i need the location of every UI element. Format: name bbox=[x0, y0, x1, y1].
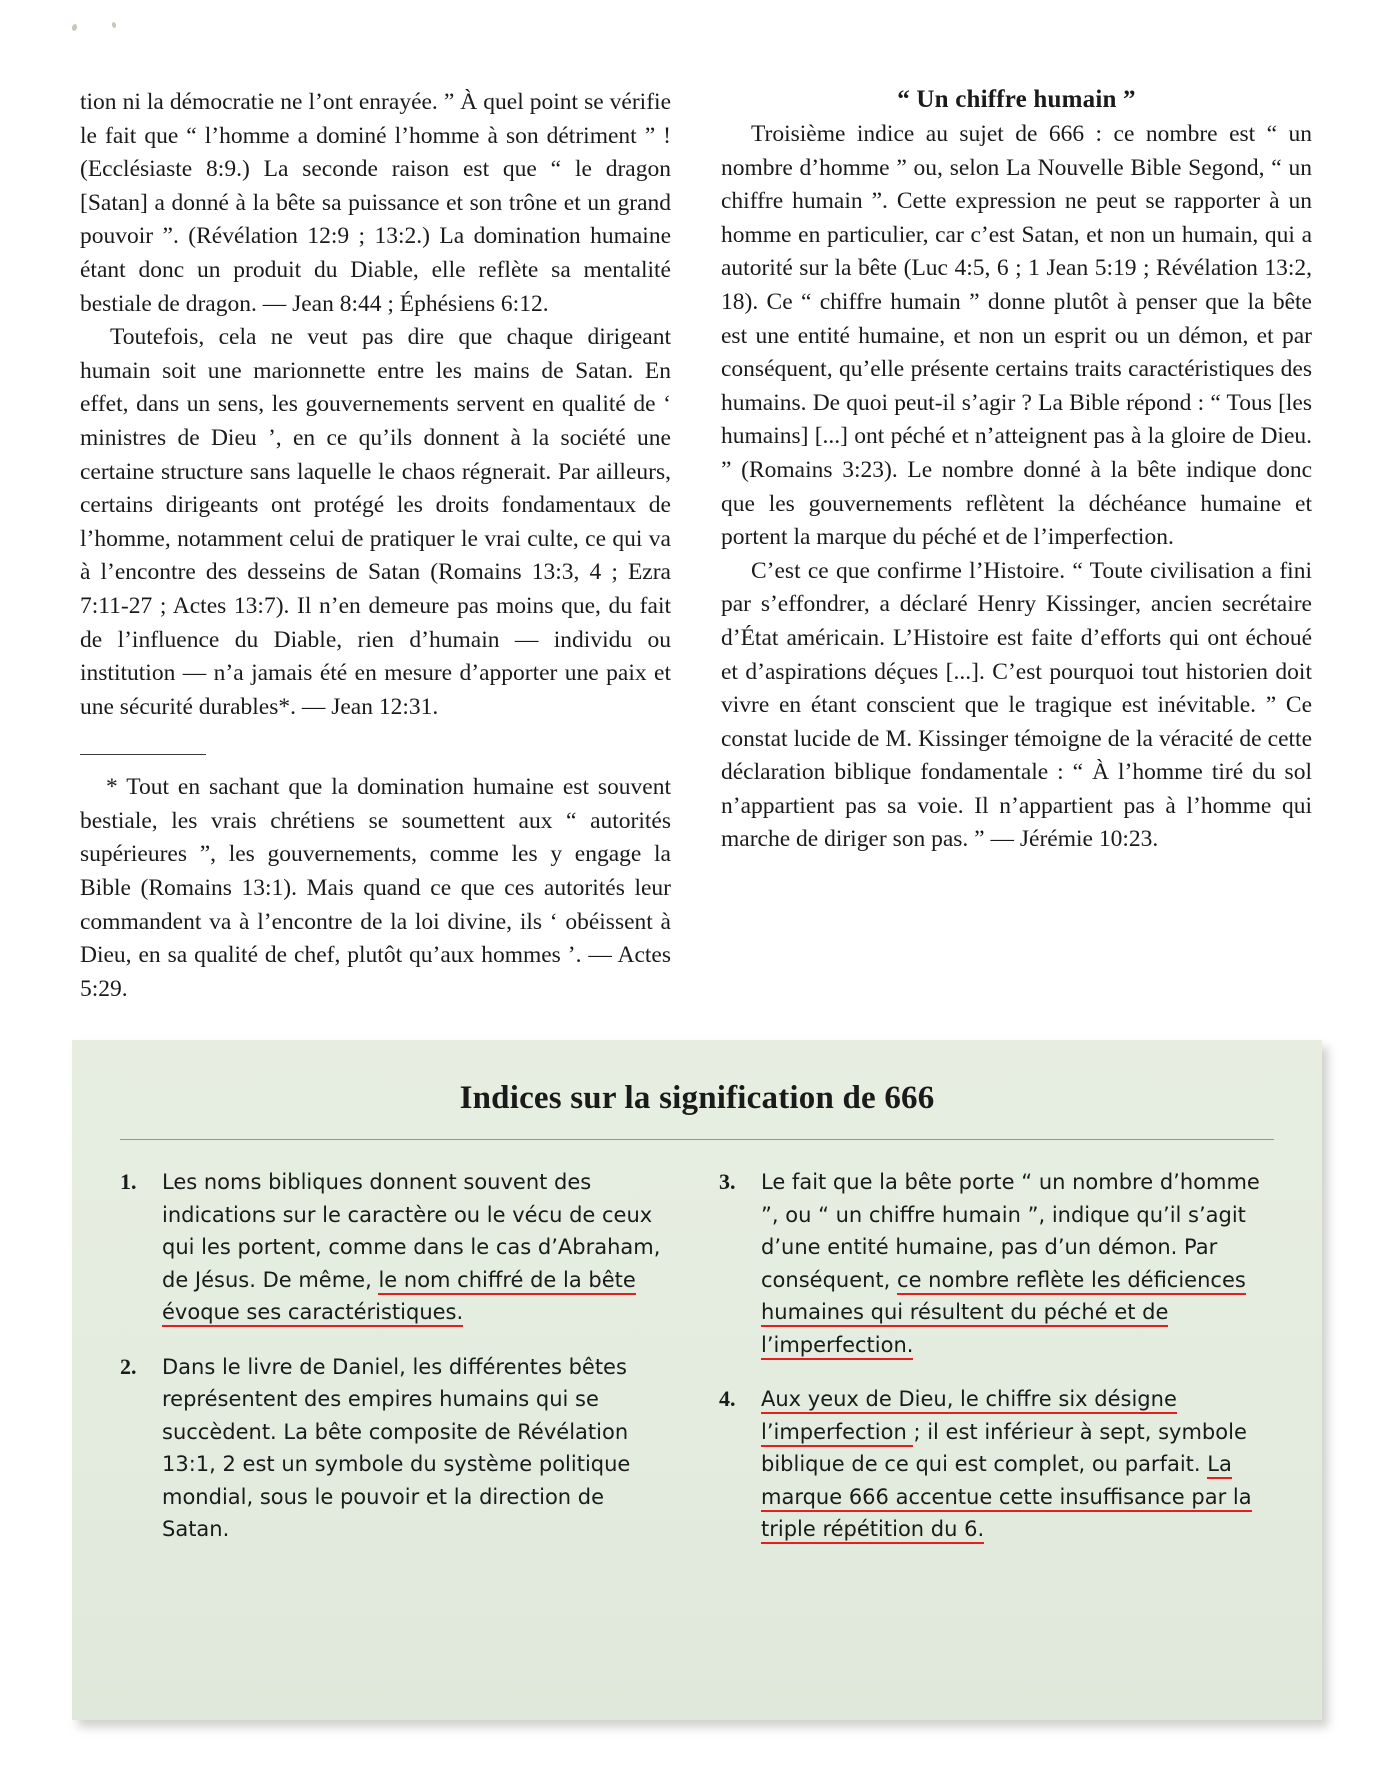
list-item-text-plain: Le fait que la bête porte “ un nombre d’homme ”, ou “ un chiffre humain ”, indique qu’il s’agit d’une entité humaine, pas d’un démon. Par conséquent, bbox=[761, 1170, 1260, 1292]
sidebar-box bbox=[72, 1040, 1322, 1720]
paragraph: Toutefois, cela ne veut pas dire que chaque dirigeant humain soit une marionnette entre les mains de Satan. En effet, dans un sens, les gouvernements servent en qualité de ‘ ministres de Dieu ’, en ce qu’ils donnent à la société une certaine structure sans laquelle le chaos régnerait. Par ailleurs, certains dirigeants ont protégé les droits fondamentaux de l’homme, notamment celui de pratiquer le vrai culte, ce qui va à l’encontre des desseins de Satan (Romains 13:3, 4 ; Ezra 7:11-27 ; Actes 13:7). Il n’en demeure pas moins que, du fait de l’influence du Diable, rien d’humain — individu ou institution — n’a jamais été en mesure d’apporter une paix et une sécurité durables*. — Jean 12:31. bbox=[80, 324, 671, 720]
sidebar-box-right-column bbox=[719, 1166, 1264, 1568]
list-item-text-highlight: Aux yeux de Dieu, le chiffre six désigne l’imperfection bbox=[761, 1387, 1177, 1447]
list-item-text-plain: Les noms bibliques donnent souvent des indications sur le caractère ou le vécu de ceux qui les portent, comme dans le cas d’Abraham, de Jésus. De même, bbox=[162, 1170, 661, 1292]
paragraph: tion ni la démocratie ne l’ont enrayée. ” À quel point se vérifie le fait que “ l’homme a dominé l’homme à son détriment ” ! (Ecclésiaste 8:9.) La seconde raison est que “ le dragon [Satan] a donné à la bête sa puissance et son trône et un grand pouvoir ”. (Révélation 12:9 ; 13:2.) La domination humaine étant donc un produit du Diable, elle reflète sa mentalité bestiale de dragon. — Jean 8:44 ; Éphésiens 6:12. bbox=[80, 89, 671, 317]
list-item-number: 3. bbox=[719, 1169, 736, 1194]
section-subheading: “ Un chiffre humain ” bbox=[897, 86, 1136, 113]
paragraph: Troisième indice au sujet de 666 : ce nombre est “ un nombre d’homme ” ou, selon La Nouvelle Bible Segond, “ un chiffre humain ”. Cette expression ne peut se rapporter à un homme en particulier, car c’est Satan, et non un humain, qui a autorité sur la bête (Luc 4:5, 6 ; 1 Jean 5:19 ; Révélation 13:2, 18). Ce “ chiffre humain ” donne plutôt à penser que la bête est une entité humaine, et non un esprit ou un démon, et par conséquent, qu’elle présente certains traits caractéristiques des humains. De quoi peut-il s’agir ? La Bible répond : “ Tous [les humains] [...] ont péché et n’atteignent pas à la gloire de Dieu. ” (Romains 3:23). Le nombre donné à la bête indique donc que les gouvernements reflètent la déchéance humaine et portent la marque du péché et de l’imperfection. bbox=[721, 121, 1312, 551]
list-item-number: 2. bbox=[120, 1353, 137, 1379]
left-column bbox=[80, 86, 671, 1006]
list-item bbox=[120, 1166, 665, 1329]
list-item-text-highlight: le nom chiffré de la bête évoque ses caractéristiques. bbox=[162, 1268, 636, 1328]
article-body bbox=[80, 86, 1312, 1006]
scan-speck-icon bbox=[111, 22, 116, 29]
list-item-text-highlight: ce nombre reflète les déficiences humaines qui résultent du péché et de l’imperfection. bbox=[761, 1268, 1246, 1360]
list-item-text bbox=[761, 1383, 1264, 1546]
list-item-number: 1. bbox=[120, 1169, 137, 1194]
footnote-text: * Tout en sachant que la domination humaine est souvent bestiale, les vrais chrétiens se soumettent aux “ autorités supérieures ”, les gouvernements, comme les y engage la Bible (Romains 13:1). Mais quand ce que ces autorités leur commandent va à l’encontre de la loi divine, ils ‘ obéissent à Dieu, en sa qualité de chef, plutôt qu’aux hommes ’. — Actes 5:29. bbox=[80, 774, 671, 1002]
list-item bbox=[719, 1166, 1264, 1361]
paragraph: C’est ce que confirme l’Histoire. “ Toute civilisation a fini par s’effondrer, a déclaré Henry Kissinger, ancien secrétaire d’État américain. L’Histoire est faite d’efforts qui ont échoué et d’aspirations déçues [...]. C’est pourquoi tout historien doit vivre en étant conscient que le tragique est inévitable. ” Ce constat lucide de M. Kissinger témoigne de la véracité de cette déclaration biblique fondamentale : “ À l’homme tiré du sol n’appartient pas sa voie. Il n’appartient pas à l’homme qui marche de diriger son pas. ” — Jérémie 10:23. bbox=[721, 557, 1312, 853]
list-item-number: 4. bbox=[719, 1386, 736, 1411]
list-item-text-plain: ; il est inférieur à sept, symbole biblique de ce qui est complet, ou parfait. bbox=[761, 1419, 1247, 1476]
sidebar-box-title: Indices sur la signification de 666 bbox=[459, 1080, 935, 1116]
list-item bbox=[120, 1351, 665, 1546]
list-item-text-highlight-2: La marque 666 accentue cette insuffisance par la triple répétition du 6. bbox=[761, 1452, 1252, 1544]
right-column bbox=[721, 86, 1312, 1006]
list-item-text bbox=[162, 1166, 665, 1329]
sidebar-box-divider bbox=[120, 1139, 1274, 1140]
sidebar-box-left-column bbox=[120, 1166, 665, 1568]
list-item bbox=[719, 1383, 1264, 1546]
list-item-text: Dans le livre de Daniel, les différentes bêtes représentent des empires humains qui se succèdent. La bête composite de Révélation 13:1, 2 est un symbole du système politique mondial, sous le pouvoir et la direction de Satan. bbox=[162, 1354, 631, 1541]
list-item-text bbox=[761, 1166, 1264, 1361]
footnote-divider bbox=[80, 754, 206, 755]
scan-speck-icon bbox=[71, 23, 78, 31]
